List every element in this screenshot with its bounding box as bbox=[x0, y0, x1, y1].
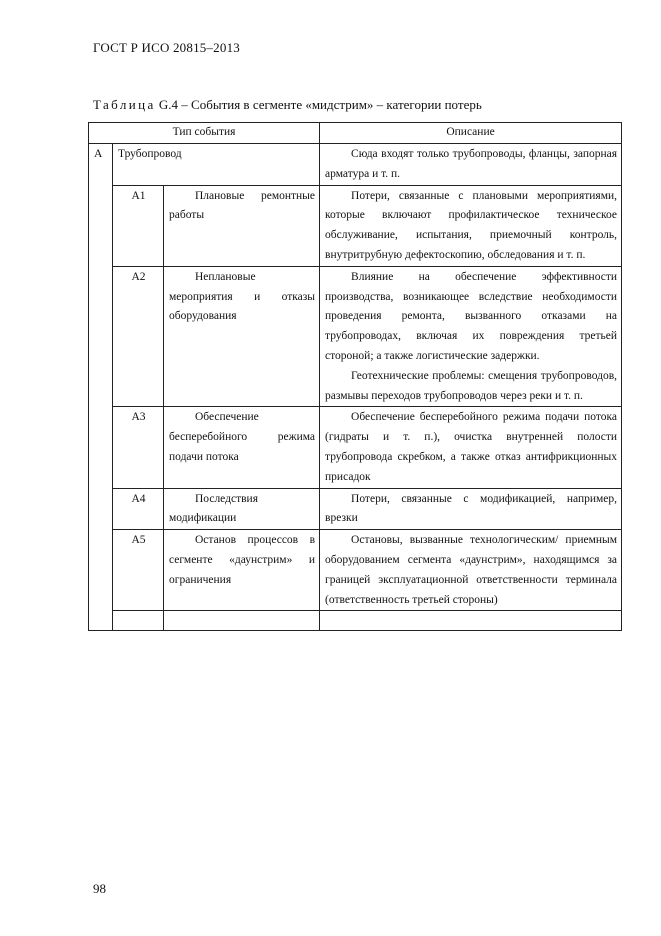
event-description-extra: Геотехнические проблемы: смещения трубопроводов, размывы переходов трубопроводов через реки и т. п. bbox=[325, 369, 618, 402]
events-table bbox=[88, 122, 622, 631]
event-name: Плановые ремонтные работы bbox=[169, 189, 316, 222]
caption-label: Таблица bbox=[93, 97, 156, 112]
group-code: А bbox=[89, 144, 113, 631]
event-code: А1 bbox=[113, 185, 164, 266]
table-header-row bbox=[89, 123, 622, 144]
group-description: Сюда входят только трубопроводы, фланцы, запорная арматура и т. п. bbox=[325, 148, 618, 180]
table-caption bbox=[93, 97, 482, 113]
event-code: А5 bbox=[113, 530, 164, 611]
table-row bbox=[89, 407, 622, 488]
event-description: Обеспечение бесперебойного режима подачи потока (гидраты и т. п.), очистка внутренней полости трубопровода скребком, а также отказ антифрикционных присадок bbox=[325, 411, 618, 483]
table-row bbox=[89, 530, 622, 611]
caption-text: G.4 – События в сегменте «мидстрим» – категории потерь bbox=[158, 97, 482, 112]
event-description: Влияние на обеспечение эффективности производства, возникающее вследствие необходимости проведения ремонта, вызванного отказами на трубопроводах, включая их повреждения третьей стороной; а также логистические задержки. bbox=[325, 270, 618, 362]
header-event-type: Тип события bbox=[89, 123, 320, 144]
page-number: 98 bbox=[93, 881, 106, 896]
event-description: Остановы, вызванные технологическим/ приемным оборудованием сегмента «даунстрим», находящимся за границей эксплуатационной ответственности терминала (ответственность третьей стороны) bbox=[325, 534, 618, 606]
document-header: ГОСТ Р ИСО 20815–2013 bbox=[93, 40, 240, 55]
event-description: Потери, связанные с плановыми мероприятиями, которые включают профилактическое техническое обслуживание, испытания, приемочный контроль, внутритрубную дефектоскопию, обследования и т. п. bbox=[325, 189, 618, 261]
event-code: А3 bbox=[113, 407, 164, 488]
event-name: Обеспечение бесперебойного режима подачи потока bbox=[169, 411, 316, 463]
group-name: Трубопровод bbox=[113, 144, 320, 186]
table-row bbox=[89, 488, 622, 530]
event-code: А4 bbox=[113, 488, 164, 530]
event-name: Останов процессов в сегменте «даунстрим» и ограничения bbox=[169, 534, 316, 586]
table-row bbox=[89, 185, 622, 266]
table-continuation bbox=[89, 611, 622, 631]
event-description: Потери, связанные с модификацией, например, врезки bbox=[325, 492, 618, 525]
event-name: Неплановые мероприятия и отказы оборудования bbox=[169, 270, 316, 323]
table-row bbox=[89, 266, 622, 407]
event-name: Последствия модификации bbox=[169, 492, 258, 525]
event-code: А2 bbox=[113, 266, 164, 407]
header-description: Описание bbox=[320, 123, 622, 144]
table-row bbox=[89, 144, 622, 186]
